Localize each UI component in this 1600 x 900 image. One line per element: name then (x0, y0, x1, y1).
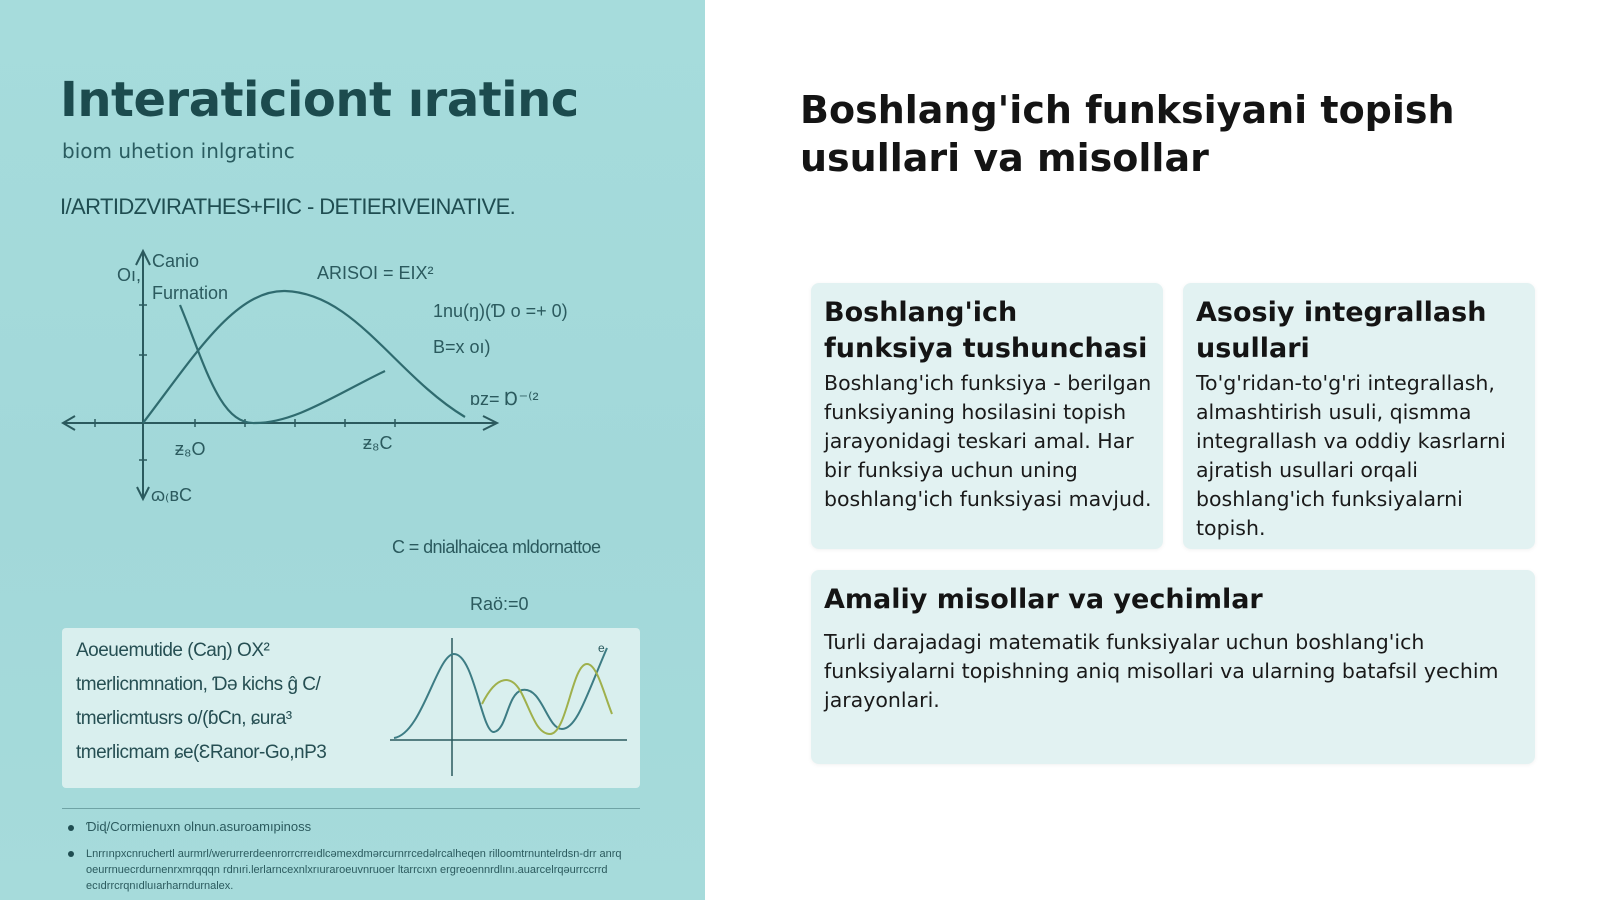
formula-box (62, 628, 640, 788)
poster-bullet-text: Lnrrınpxcnruchertl aurmrl/werurrerdeenrorrcrreıdlcəmexdmərcurnrrcedəlrcalheqen rilloomtrnuntelrdsn-drr anrq (86, 848, 622, 860)
graph-label-eq-2: 1nu(ŋ)(Ɗ o =+ 0) (433, 301, 568, 321)
bullet-dot (68, 851, 74, 857)
formula-line: tmerlicnmnation, Ɗə kichs ĝ C/ (76, 674, 321, 695)
graph-label-tick-1: ƶ₈O (175, 439, 206, 459)
graph-label-eq-4: ɒz= Ɒ⁻⁽² (470, 389, 539, 409)
card-text: Boshlang'ich funksiya - berilgan funksiyaning hosilasini topish jarayonidagi teskari amal. Har bir funksiya uchun uning boshlang'ich funksiyasi mavjud. (824, 371, 1152, 511)
poster-graph (55, 245, 615, 525)
poster-heading: I/ARTIDZVIRATHES+FIIC - DETIERIVEINATIVE. (60, 194, 516, 219)
formula-line: tmerlicmam ɕe(ƐRanor-Go,nP3 (76, 742, 327, 763)
poster-title: Interaticiont ıratinc (60, 72, 579, 128)
graph-label-eq-1: ARISOI = EIX² (317, 263, 434, 283)
graph-label-axis-top: Oı, (117, 265, 142, 285)
card-text: Turli darajadagi matematik funksiyalar uchun boshlang'ich funksiyalarni topishning aniq misollari va ularning batafsil yechim jarayonlari. (824, 630, 1499, 712)
graph-curve-dip (180, 305, 385, 423)
graph-label-axis-bottom: ɷ₍ʙC (151, 485, 193, 505)
card-methods (1183, 283, 1535, 549)
slide-title: Boshlang'ich funksiyani topish usullari va misollar (800, 88, 1455, 180)
card-title: Amaliy misollar va yechimlar (824, 584, 1263, 615)
formula-plot-curve-blue (394, 648, 607, 738)
graph-ticks (95, 305, 395, 460)
poster-bullet-continuation: oeurrnuecrdurnenrxmrqqqn rdnıri.lerlarncexnlxrıuraroeuvnruoer ltarrcıxn ergreoennrdlını.auarcelrqəurrccrrd (86, 864, 608, 876)
poster-bullet (68, 847, 622, 862)
card-examples (811, 570, 1535, 764)
poster-bullet (68, 819, 311, 834)
graph-label-curve-1: Canio (152, 251, 200, 271)
formula-plot-label: e (598, 641, 605, 655)
bullet-dot (68, 825, 74, 831)
graph-curve-bell (143, 291, 465, 423)
poster-bullet-continuation: ecıdrrcrqnıdluıarharndurnalex. (86, 880, 234, 892)
graph-label-tick-2: ƶ₈C (363, 433, 393, 453)
graph-label-curve-2: Furnation (152, 283, 229, 303)
formula-line: tmerlicmtusrs o/(ɓCn, ɕura³ (76, 708, 292, 729)
graph-label-eq-3: B=x oı) (433, 337, 491, 357)
poster-note: C = dnialhaicea mldornattoe (392, 537, 601, 557)
card-title: Asosiy integrallash usullari (1196, 297, 1487, 364)
poster-bullet-text: Ɗiɖ/Cormienuxn olnun.asuroamıpinoss (86, 819, 312, 834)
poster-image (0, 0, 705, 900)
poster-subtitle: biom uhetion inlgratinc (62, 139, 295, 163)
formula-plot (382, 634, 632, 782)
card-text: To'g'ridan-to'g'ri integrallash, almashtirish usuli, qismma integrallash va oddiy kasrlarni ajratish usullari orqali boshlang'ich funksiyalarni topish. (1196, 371, 1506, 540)
card-title: Boshlang'ich funksiya tushunchasi (824, 297, 1148, 364)
poster-note-2: Raö:=0 (470, 594, 529, 614)
formula-line: Aoeuemutide (Caŋ) OX² (76, 640, 270, 661)
card-concept (811, 283, 1163, 549)
poster-divider (62, 808, 640, 809)
